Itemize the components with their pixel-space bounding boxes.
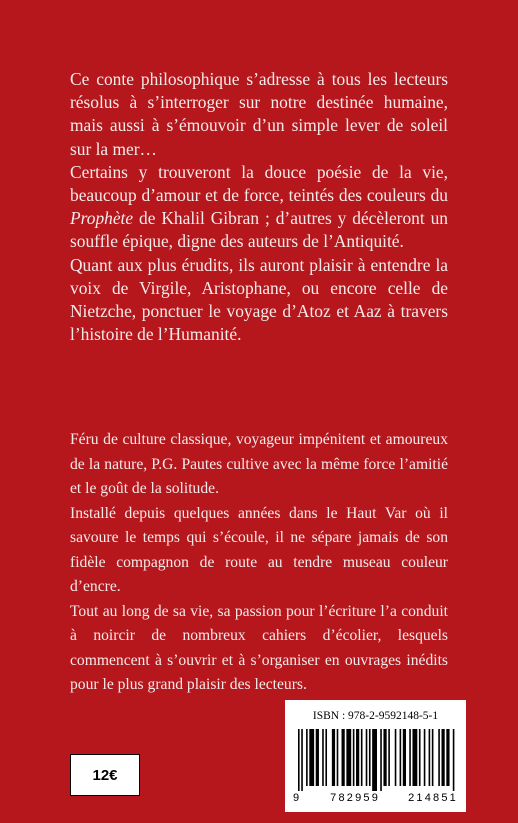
barcode-digits (293, 792, 458, 804)
barcode-bar (429, 729, 431, 786)
barcode-bar (400, 729, 402, 786)
synopsis-paragraph-1: Ce conte philosophique s’adresse à tous les lecteurs résolus à s’interroger sur notre destinée humaine, mais aussi à s’émouvoir d’un simple lever de soleil sur la mer… (70, 69, 448, 159)
barcode-bar (346, 729, 351, 786)
barcode-bar (369, 729, 371, 786)
barcode-bar (366, 729, 368, 786)
barcode-digits-left: 782959 (330, 792, 381, 804)
bio-paragraph-3: Tout au long de sa vie, sa passion pour l’écriture l’a conduit à noircir de nombreux cahiers d’écolier, lesquels commencent à s’ouvrir et à s’organiser en ouvrages inédits pour le plus grand plaisir des lecteurs. (70, 602, 448, 693)
barcode-bar (419, 729, 421, 786)
barcode-bar (438, 729, 440, 786)
barcode-bar (395, 729, 397, 786)
synopsis-text (70, 68, 448, 346)
barcode-bar (306, 729, 308, 786)
barcode-bar (409, 729, 411, 786)
barcode-bar (380, 729, 382, 791)
synopsis-paragraph-2-after: de Khalil Gibran ; d’autres y décèleront un souffle épique, digne des auteurs de l’Antiquité. (70, 208, 448, 252)
barcode-bar (432, 729, 434, 786)
barcode-bar (353, 729, 355, 786)
prophete-title: Prophète (70, 208, 134, 229)
barcode-bar (337, 729, 339, 786)
author-bio-text (70, 428, 448, 698)
barcode-bar (309, 729, 314, 786)
barcode-bar (332, 729, 335, 786)
barcode-bar (372, 729, 377, 791)
synopsis-paragraph-3: Quant aux plus érudits, ils auront plaisir à entendre la voix de Virgile, Aristophane, ou encore celle de Nietzche, ponctuer le voyage d’Atoz et Aaz à travers l’histoire de l’Humanité. (70, 254, 448, 345)
barcode-bar (301, 729, 303, 791)
synopsis-paragraph-2-before: Certains y trouveront la douce poésie de la vie, beaucoup d’amour et de force, teintés des couleurs du (70, 161, 448, 206)
barcode-digits-right: 214851 (408, 792, 458, 804)
barcode-bar (298, 729, 300, 791)
barcode-bar (403, 729, 406, 786)
barcode-bar (316, 729, 319, 786)
barcode-bar (325, 729, 327, 786)
barcode-bar (322, 729, 324, 786)
bio-paragraph-1: Féru de culture classique, voyageur impénitent et amoureux de la nature, P.G. Pautes cultive avec la même force l’amitié et le goût de la solitude. (70, 431, 448, 497)
barcode-bar (446, 729, 449, 786)
barcode-bar (412, 729, 417, 786)
barcode-bar (441, 729, 444, 786)
barcode-bar (388, 729, 390, 786)
barcode-bar (383, 729, 386, 786)
synopsis-paragraph-2 (70, 161, 448, 254)
barcode-bar (356, 729, 359, 786)
bio-paragraph-2: Installé depuis quelques années dans le Haut Var où il savoure le temps qui s’écoule, il ne sépare jamais de son fidèle compagnon de route au tendre museau couleur d’encre. (70, 504, 448, 595)
isbn-barcode (285, 700, 466, 812)
barcode-bar (361, 729, 363, 786)
barcode-bars (298, 729, 456, 791)
price-label: 12€ (70, 754, 140, 796)
barcode-bar (424, 729, 426, 786)
barcode-digit-lead: 9 (293, 792, 300, 804)
isbn-number: ISBN : 978-2-9592148-5-1 (312, 710, 439, 722)
barcode-bar (453, 729, 455, 791)
barcode-bar (342, 729, 345, 786)
